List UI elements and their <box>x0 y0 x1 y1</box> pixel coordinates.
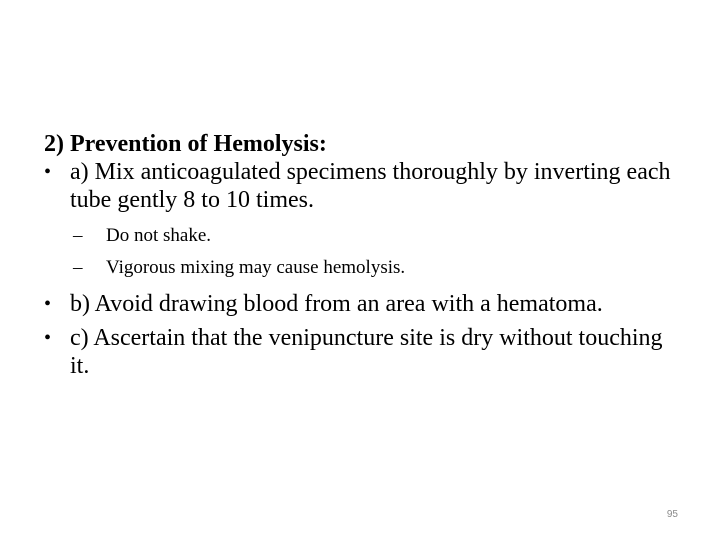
bullet-item <box>44 324 684 380</box>
slide-heading: 2) Prevention of Hemolysis: <box>44 131 327 157</box>
sub-bullet-item <box>73 256 684 280</box>
bullet-text: b) Avoid drawing blood from an area with a hematoma. <box>70 291 603 317</box>
bullet-icon: • <box>44 293 52 315</box>
page-number: 95 <box>666 509 678 520</box>
sub-bullet-text: Vigorous mixing may cause hemolysis. <box>106 257 406 278</box>
sub-bullet-list <box>73 224 684 280</box>
dash-icon: – <box>73 257 83 278</box>
bullet-text: a) Mix anticoagulated specimens thoroughly by inverting each tube gently 8 to 10 times. <box>70 159 671 213</box>
bullet-text: c) Ascertain that the venipuncture site is dry without touching it. <box>70 325 663 379</box>
bullet-icon: • <box>44 161 52 183</box>
dash-icon: – <box>73 225 83 246</box>
bullet-icon: • <box>44 327 52 349</box>
sub-bullet-text: Do not shake. <box>106 225 212 246</box>
bullet-item <box>44 290 684 318</box>
bullet-item <box>44 158 684 214</box>
sub-bullet-item <box>73 224 684 248</box>
slide-content <box>44 130 684 380</box>
